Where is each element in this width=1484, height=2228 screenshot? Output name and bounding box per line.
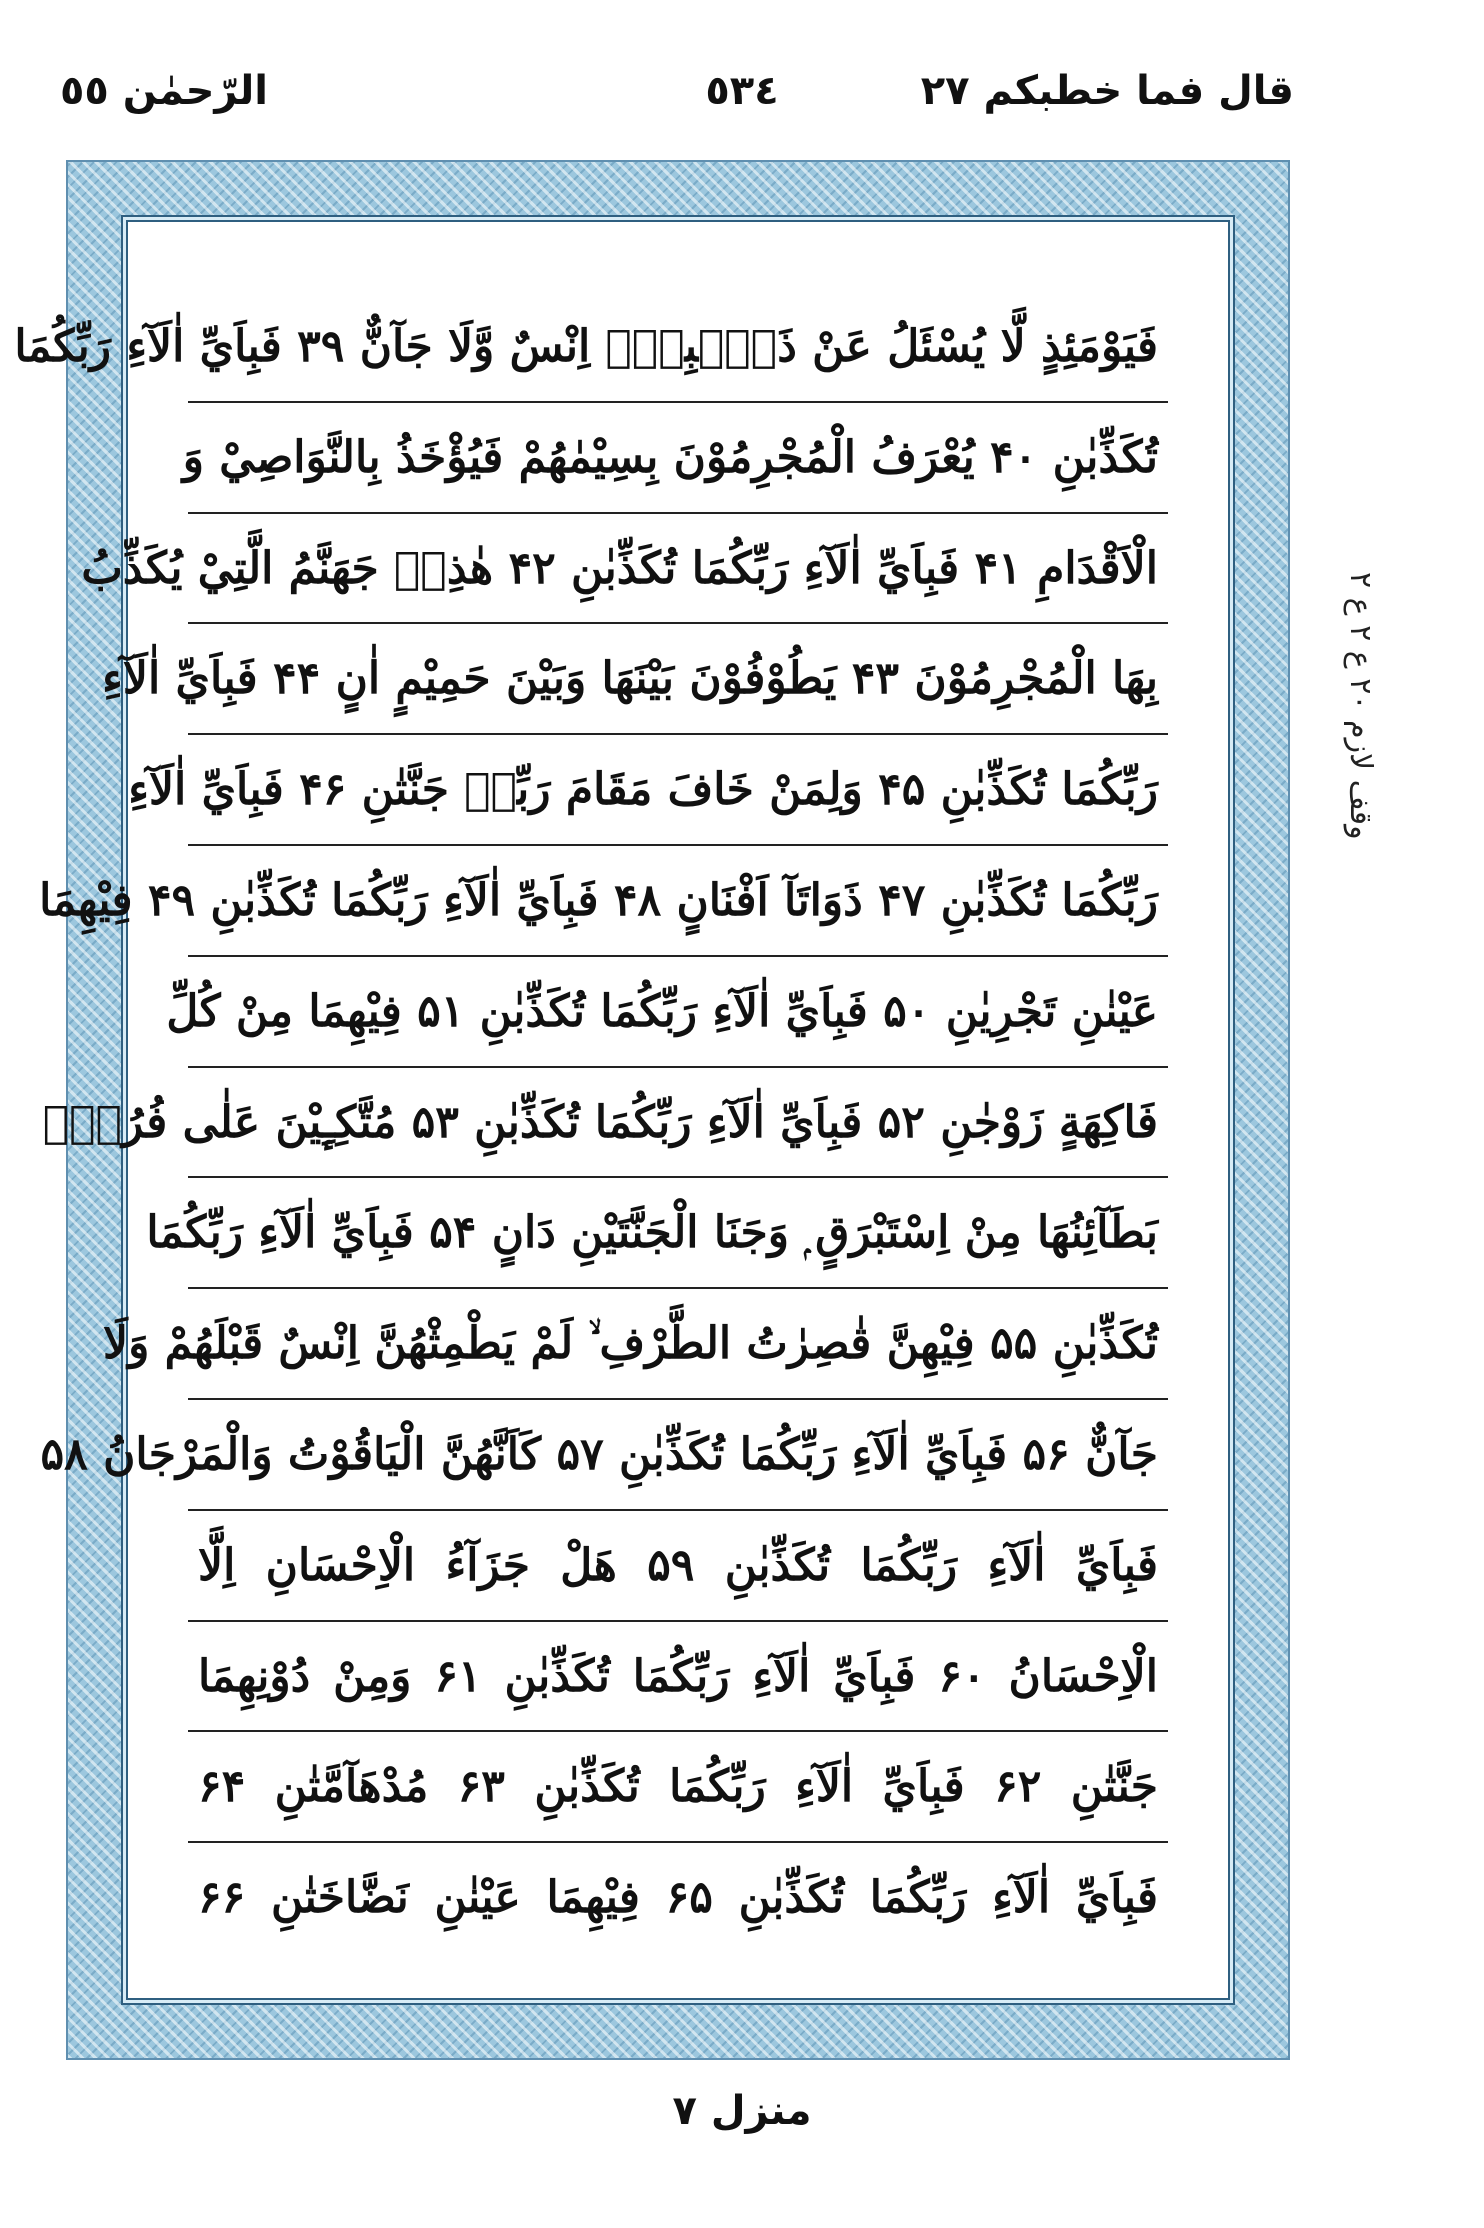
verse-line-8: فَاكِهَةٍ زَوْجٰنِ ۵۲ فَبِاَيِّ اٰلَآءِ رَبِّكُمَا تُكَذِّبٰنِ ۵۳ مُتَّكِـِٕيْنَ عَلٰى فُرُشٍۢ: [188, 1068, 1168, 1179]
text-panel: [14, 220, 1230, 2000]
verse-line-3: الْاَقْدَامِ ۴۱ فَبِاَيِّ اٰلَآءِ رَبِّكُمَا تُكَذِّبٰنِ ۴۲ هٰذِهٖ جَهَنَّمُ الَّتِيْ يُكَذِّبُ: [188, 514, 1168, 625]
verse-lines: [14, 292, 1168, 1954]
verse-line-6: رَبِّكُمَا تُكَذِّبٰنِ ۴۷ ذَوَاتَآ اَفْنَانٍ ۴۸ فَبِاَيِّ اٰلَآءِ رَبِّكُمَا تُكَذِّبٰنِ ۴۹ فِيْهِمَا: [188, 846, 1168, 957]
verse-line-12: فَبِاَيِّ اٰلَآءِ رَبِّكُمَا تُكَذِّبٰنِ ۵۹ هَلْ جَزَآءُ الْاِحْسَانِ اِلَّا: [188, 1511, 1168, 1622]
surah-name: الرّحمٰن ٥٥: [60, 68, 269, 114]
verse-line-13: الْاِحْسَانُ ۶۰ فَبِاَيِّ اٰلَآءِ رَبِّكُمَا تُكَذِّبٰنِ ۶۱ وَمِنْ دُوْنِهِمَا: [188, 1622, 1168, 1733]
verse-line-1: فَيَوْمَئِذٍ لَّا يُسْئَلُ عَنْ ذَنْۢبِهٖٓ اِنْسٌ وَّلَا جَآنٌّ ۳۹ فَبِاَيِّ اٰلَآءِ رَبِّكُمَا: [188, 292, 1168, 403]
verse-line-9: بَطَآئِنُهَا مِنْ اِسْتَبْرَقٍ ۭ وَجَنَا الْجَنَّتَيْنِ دَانٍ ۵۴ فَبِاَيِّ اٰلَآءِ رَبِّكُمَا: [188, 1178, 1168, 1289]
verse-line-7: عَيْنٰنِ تَجْرِيٰنِ ۵۰ فَبِاَيِّ اٰلَآءِ رَبِّكُمَا تُكَذِّبٰنِ ۵۱ فِيْهِمَا مِنْ كُلِّ: [188, 957, 1168, 1068]
verse-line-14: جَنَّتٰنِ ۶۲ فَبِاَيِّ اٰلَآءِ رَبِّكُمَا تُكَذِّبٰنِ ۶۳ مُدْهَآمَّتٰنِ ۶۴: [188, 1732, 1168, 1843]
verse-line-4: بِهَا الْمُجْرِمُوْنَ ۴۳ يَطُوْفُوْنَ بَيْنَهَا وَبَيْنَ حَمِيْمٍ اٰنٍ ۴۴ فَبِاَيِّ اٰلَآءِ: [188, 624, 1168, 735]
juz-name: قال فما خطبكم ٢٧: [920, 68, 1294, 114]
ornamental-border: [14, 160, 1290, 2060]
verse-line-5: رَبِّكُمَا تُكَذِّبٰنِ ۴۵ وَلِمَنْ خَافَ مَقَامَ رَبِّهٖ جَنَّتٰنِ ۴۶ فَبِاَيِّ اٰلَآءِ: [188, 735, 1168, 846]
verse-line-11: جَآنٌّ ۵۶ فَبِاَيِّ اٰلَآءِ رَبِّكُمَا تُكَذِّبٰنِ ۵۷ كَاَنَّهُنَّ الْيَاقُوْتُ وَالْمَرْجَانُ ۵۸: [188, 1400, 1168, 1511]
manzil-footer: منزل ۷: [672, 2088, 812, 2134]
verse-line-2: تُكَذِّبٰنِ ۴۰ يُعْرَفُ الْمُجْرِمُوْنَ بِسِيْمٰهُمْ فَيُؤْخَذُ بِالنَّوَاصِيْ وَ: [188, 403, 1168, 514]
verse-line-15: فَبِاَيِّ اٰلَآءِ رَبِّكُمَا تُكَذِّبٰنِ ۶۵ فِيْهِمَا عَيْنٰنِ نَضَّاخَتٰنِ ۶۶: [198, 1872, 1158, 1924]
margin-note: وقف لازم ۲۰ ع ۲ ع ۲: [1343, 572, 1378, 840]
page-number: ٥٣٤: [705, 68, 779, 114]
verse-line-10: تُكَذِّبٰنِ ۵۵ فِيْهِنَّ قٰصِرٰتُ الطَّرْفِ ۙ لَمْ يَطْمِثْهُنَّ اِنْسٌ قَبْلَهُمْ وَلَا: [188, 1289, 1168, 1400]
